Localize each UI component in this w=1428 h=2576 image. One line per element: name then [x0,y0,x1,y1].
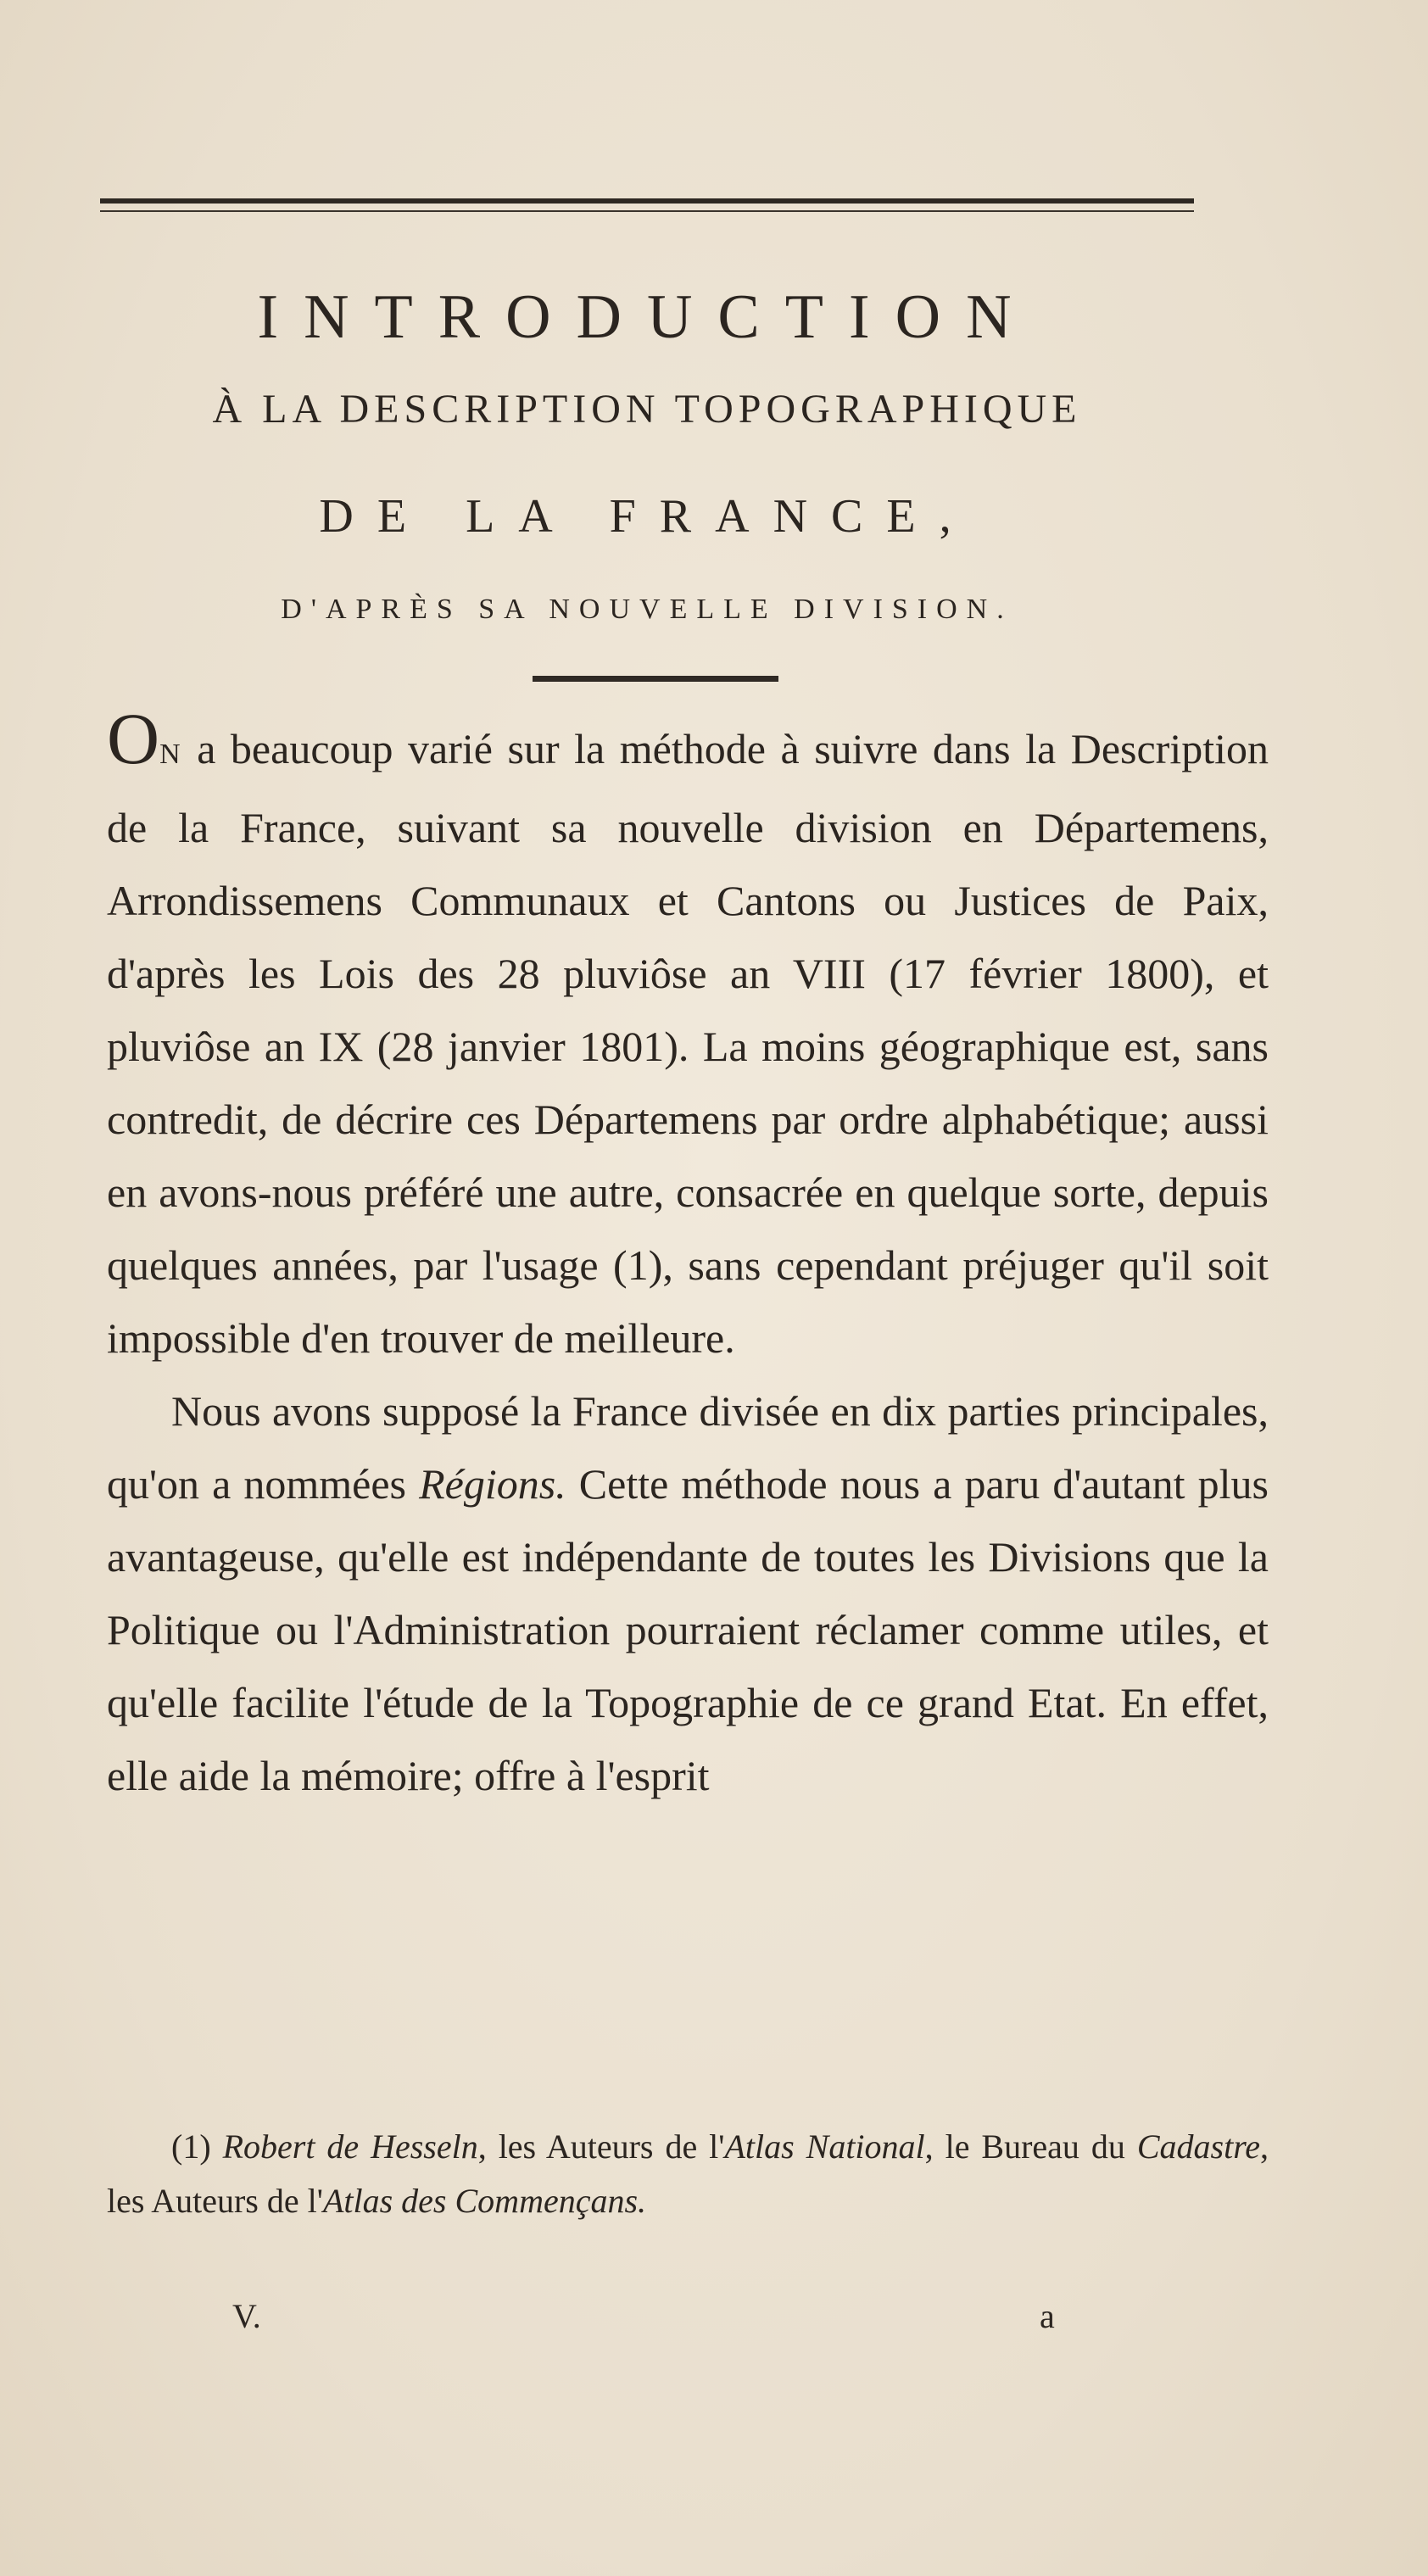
top-double-rule-thin [100,210,1194,212]
footnote-paragraph [107,2120,1269,2228]
footnote-text-b: , le Bureau du [924,2127,1137,2166]
footnote-text-c: , les Auteurs de l' [107,2127,1269,2220]
footnote-text-a: , les Auteurs de l' [477,2127,725,2166]
drop-cap: O [107,698,160,779]
paragraph-1 [107,698,1269,1374]
footnote-atlas-national: Atlas National [724,2127,925,2166]
footnote-marker: (1) [171,2127,223,2166]
paragraph-2 [107,1374,1269,1812]
paragraph-1-text: a beaucoup varié sur la méthode à suivre dans la Description de la France, suivant sa nouvelle division en Départemens, Arrondissemens Communaux et Cantons ou Justices de Paix, d'après les Lois des 28 pluviôse an VIII (17 février 1800), et pluviôse an IX (28 janvier 1801). La moins géographique est, sans contredit, de décrire ces Départemens par ordre alphabétique; aussi en avons-nous préféré une autre, consacrée en quelque sorte, depuis quelques années, par l'usage (1), sans cependant préjuger qu'il soit impossible d'en trouver de meilleure. [107,725,1269,1362]
footnote-cadastre: Cadastre [1136,2127,1261,2166]
paragraph-2-text-a: Nous avons supposé la France divisée en dix parties principales, qu'on a nommées [107,1387,1269,1508]
section-divider-rule [533,676,778,682]
subtitle-line-3: D'APRÈS SA NOUVELLE DIVISION. [281,594,1013,625]
main-text [107,698,1269,1812]
signature-mark-right: a [1040,2297,1055,2335]
footnote [107,2120,1269,2228]
signature-mark-left: V. [232,2297,261,2335]
page-title: INTRODUCTION [257,282,1037,352]
top-double-rule [100,198,1194,204]
footnote-author: Robert de Hesseln [222,2127,478,2166]
paragraph-2-text-b: Cette méthode nous a paru d'autant plus avantageuse, qu'elle est indépendante de toutes les Divisions que la Politique ou l'Administration pourraient réclamer comme utiles, et qu'elle facilite l'étude de la Topographie de ce grand Etat. En effet, elle aide la mémoire; offre à l'esprit [107,1460,1269,1799]
subtitle-line-1: À LA DESCRIPTION TOPOGRAPHIQUE [212,387,1082,432]
small-cap: N [159,739,182,770]
subtitle-line-2: DE LA FRANCE, [319,490,975,543]
footnote-atlas-commencans: Atlas des Commençans. [322,2182,647,2220]
regions-italic: Régions. [419,1460,566,1508]
